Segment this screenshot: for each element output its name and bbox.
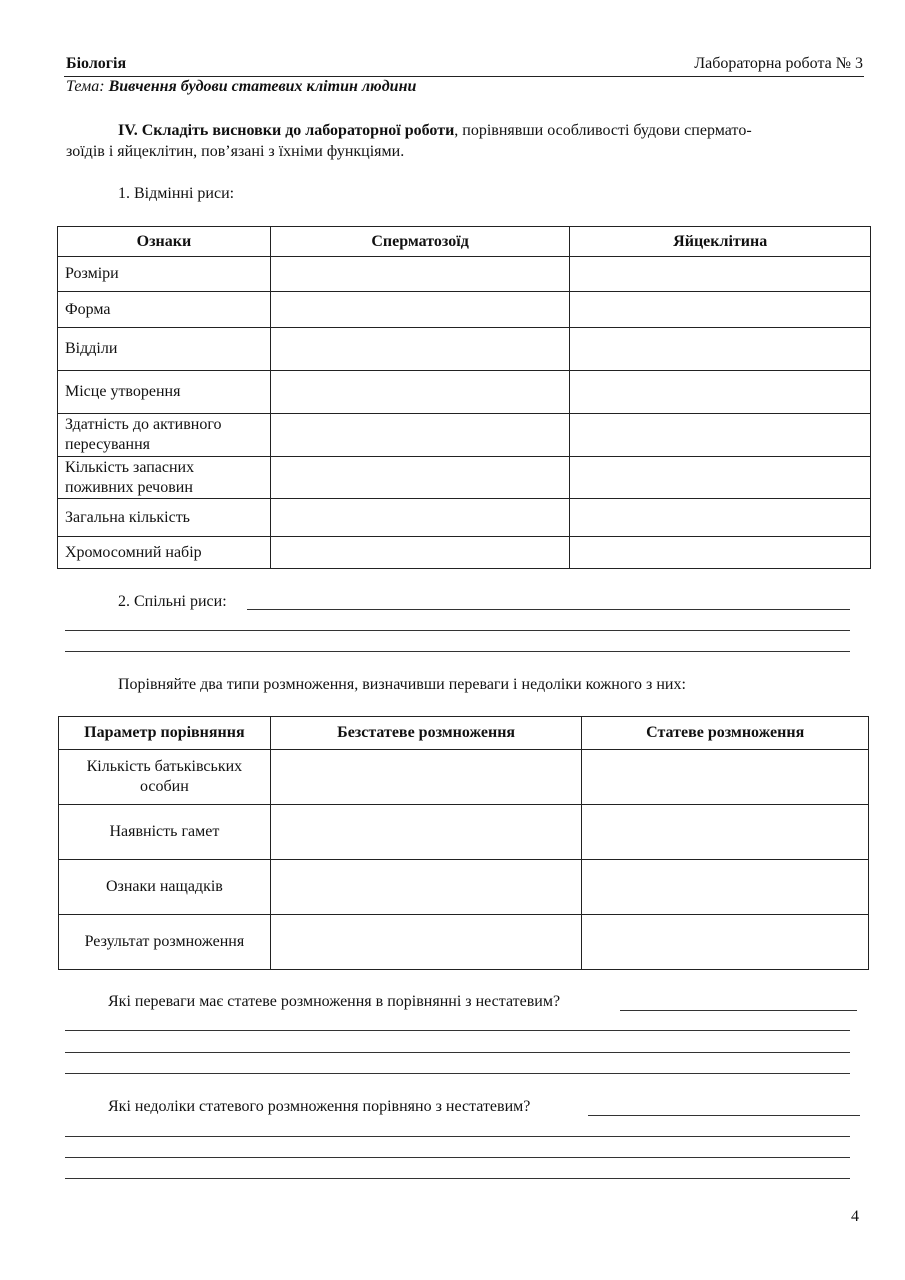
answer-cell[interactable]	[270, 860, 582, 915]
question-advantages: Які переваги має статеве розмноження в порівнянні з нестатевим?	[108, 993, 561, 1010]
row-label: Кількість батьківських особин	[59, 750, 271, 805]
answer-line[interactable]	[65, 630, 850, 631]
question-disadvantages: Які недоліки статевого розмноження порівняно з нестатевим?	[108, 1098, 531, 1115]
answer-cell[interactable]	[270, 537, 570, 569]
header-divider	[64, 76, 864, 77]
row-label: Результат розмноження	[59, 915, 271, 970]
answer-line[interactable]	[588, 1115, 860, 1116]
table-row	[58, 257, 871, 292]
col-header: Сперматозоїд	[270, 227, 570, 257]
table-row	[58, 414, 871, 457]
row-label: Наявність гамет	[59, 805, 271, 860]
table-row	[59, 805, 869, 860]
answer-cell[interactable]	[270, 328, 570, 371]
section-differences: 1. Відмінні риси:	[118, 185, 235, 202]
answer-line[interactable]	[65, 1073, 850, 1074]
table-row	[58, 499, 871, 537]
answer-line[interactable]	[65, 651, 850, 652]
answer-line[interactable]	[65, 1052, 850, 1053]
answer-line[interactable]	[65, 1157, 850, 1158]
reproduction-table	[58, 716, 869, 970]
answer-cell[interactable]	[270, 414, 570, 457]
row-label: Здатність до активного пересування	[58, 414, 271, 457]
answer-line[interactable]	[65, 1178, 850, 1179]
row-label: Місце утворення	[58, 371, 271, 414]
col-header: Параметр порівняння	[59, 717, 271, 750]
col-header: Яйцеклітина	[570, 227, 871, 257]
answer-cell[interactable]	[582, 750, 869, 805]
topic-label: Тема:	[66, 78, 105, 95]
lab-number: Лабораторна робота № 3	[694, 55, 863, 72]
table-row	[58, 328, 871, 371]
differences-table	[57, 226, 871, 569]
row-label: Хромосомний набір	[58, 537, 271, 569]
table-row	[58, 371, 871, 414]
row-label: Ознаки нащадків	[59, 860, 271, 915]
answer-cell[interactable]	[270, 457, 570, 499]
table-row	[58, 292, 871, 328]
col-header: Безстатеве розмноження	[270, 717, 582, 750]
subject-title: Біологія	[66, 55, 127, 72]
answer-line[interactable]	[65, 1136, 850, 1137]
answer-cell[interactable]	[570, 371, 871, 414]
col-header: Статеве розмноження	[582, 717, 869, 750]
answer-cell[interactable]	[270, 371, 570, 414]
answer-cell[interactable]	[582, 805, 869, 860]
table-row	[58, 537, 871, 569]
intro-heading: IV. Складіть висновки до лабораторної роботи	[118, 122, 455, 139]
answer-cell[interactable]	[570, 257, 871, 292]
row-label: Форма	[58, 292, 271, 328]
table-row	[59, 915, 869, 970]
answer-cell[interactable]	[582, 860, 869, 915]
topic-title: Вивчення будови статевих клітин людини	[108, 78, 417, 95]
answer-cell[interactable]	[270, 499, 570, 537]
answer-cell[interactable]	[570, 414, 871, 457]
section-common: 2. Спільні риси:	[118, 593, 227, 610]
row-label: Кількість запасних поживних речовин	[58, 457, 271, 499]
answer-cell[interactable]	[270, 750, 582, 805]
row-label: Загальна кількість	[58, 499, 271, 537]
answer-cell[interactable]	[270, 257, 570, 292]
answer-cell[interactable]	[570, 499, 871, 537]
answer-cell[interactable]	[270, 915, 582, 970]
table-row	[59, 750, 869, 805]
compare-prompt: Порівняйте два типи розмноження, визначивши переваги і недоліки кожного з них:	[118, 676, 686, 693]
answer-cell[interactable]	[570, 457, 871, 499]
col-header: Ознаки	[58, 227, 271, 257]
answer-cell[interactable]	[570, 537, 871, 569]
answer-cell[interactable]	[570, 292, 871, 328]
page-number: 4	[851, 1208, 859, 1225]
table-row	[59, 860, 869, 915]
intro-line-1	[118, 122, 752, 140]
answer-line[interactable]	[65, 1030, 850, 1031]
topic-line	[66, 78, 416, 96]
answer-cell[interactable]	[270, 292, 570, 328]
table-row	[58, 457, 871, 499]
answer-cell[interactable]	[270, 805, 582, 860]
intro-text: , порівнявши особливості будови сперматo-	[454, 122, 752, 139]
answer-line[interactable]	[247, 609, 850, 610]
intro-line-2: зоїдів і яйцеклітин, пов’язані з їхніми функціями.	[66, 143, 405, 160]
answer-cell[interactable]	[582, 915, 869, 970]
row-label: Розміри	[58, 257, 271, 292]
answer-line[interactable]	[620, 1010, 857, 1011]
row-label: Відділи	[58, 328, 271, 371]
answer-cell[interactable]	[570, 328, 871, 371]
